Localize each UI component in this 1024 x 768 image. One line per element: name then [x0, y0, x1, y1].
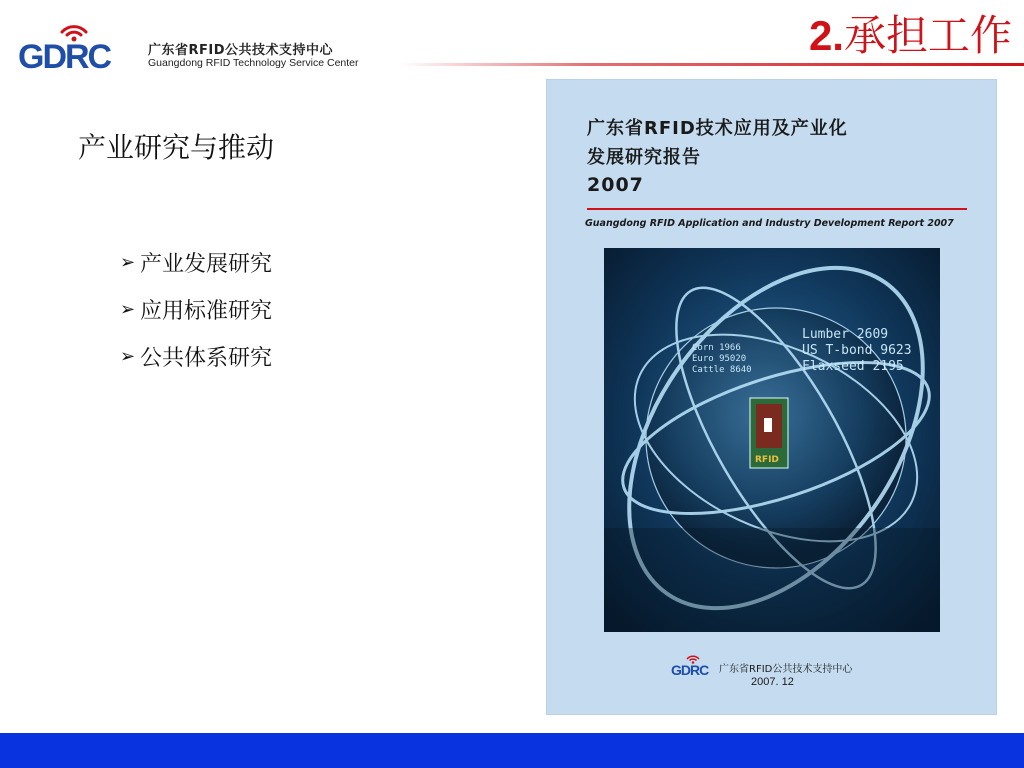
bullet-label: 公共体系研究: [140, 346, 273, 371]
ticker-corn: Corn 1966: [692, 343, 741, 353]
logo-text: GDRC: [18, 38, 111, 76]
cover-title-line1: 广东省RFID技术应用及产业化: [587, 118, 848, 139]
slide-number: 2.: [808, 12, 844, 59]
bullet-label: 产业发展研究: [140, 252, 273, 277]
arrow-bullet-icon: ➢: [120, 299, 136, 320]
header-divider: [400, 63, 1024, 66]
list-item: [120, 322, 272, 391]
ticker-cattle: Cattle 8640: [692, 365, 752, 375]
slide-header: [0, 0, 1024, 80]
ticker-lumber: Lumber 2609: [802, 327, 889, 342]
rfid-chip: [750, 398, 788, 468]
org-name-cn: 广东省RFID公共技术支持中心: [148, 43, 334, 58]
slide-title-text: 承担工作: [843, 11, 1012, 60]
cover-title-line2: 发展研究报告: [587, 147, 701, 168]
gdrc-logo: [18, 18, 128, 76]
cover-footer-org: 广东省RFID公共技术支持中心: [719, 664, 853, 675]
report-cover: [546, 79, 997, 715]
ticker-euro: Euro 95020: [692, 354, 747, 364]
globe-illustration: [604, 248, 940, 632]
cover-divider: [587, 208, 967, 210]
footer-bar: [0, 733, 1024, 768]
slide-title: [809, 10, 1012, 62]
cover-footer-logo: [671, 652, 715, 676]
cover-subtitle-en: Guangdong RFID Application and Industry Development Report 2007: [585, 218, 954, 229]
arrow-bullet-icon: ➢: [120, 252, 136, 273]
cover-footer-date: 2007. 12: [751, 676, 794, 688]
ticker-tbond: US T-bond 9623: [802, 343, 912, 358]
chip-rfid-label: RFID: [755, 455, 779, 465]
bullet-list: [120, 228, 272, 391]
cover-logo-text: GDRC: [671, 662, 709, 678]
bullet-label: 应用标准研究: [140, 299, 273, 324]
section-heading: 产业研究与推动: [78, 131, 275, 164]
cover-title: [587, 114, 848, 172]
cover-year: 2007: [587, 174, 644, 196]
arrow-bullet-icon: ➢: [120, 346, 136, 367]
ticker-flaxseed: Flaxseed 2195: [802, 359, 904, 374]
org-name-en: Guangdong RFID Technology Service Center: [148, 57, 359, 69]
